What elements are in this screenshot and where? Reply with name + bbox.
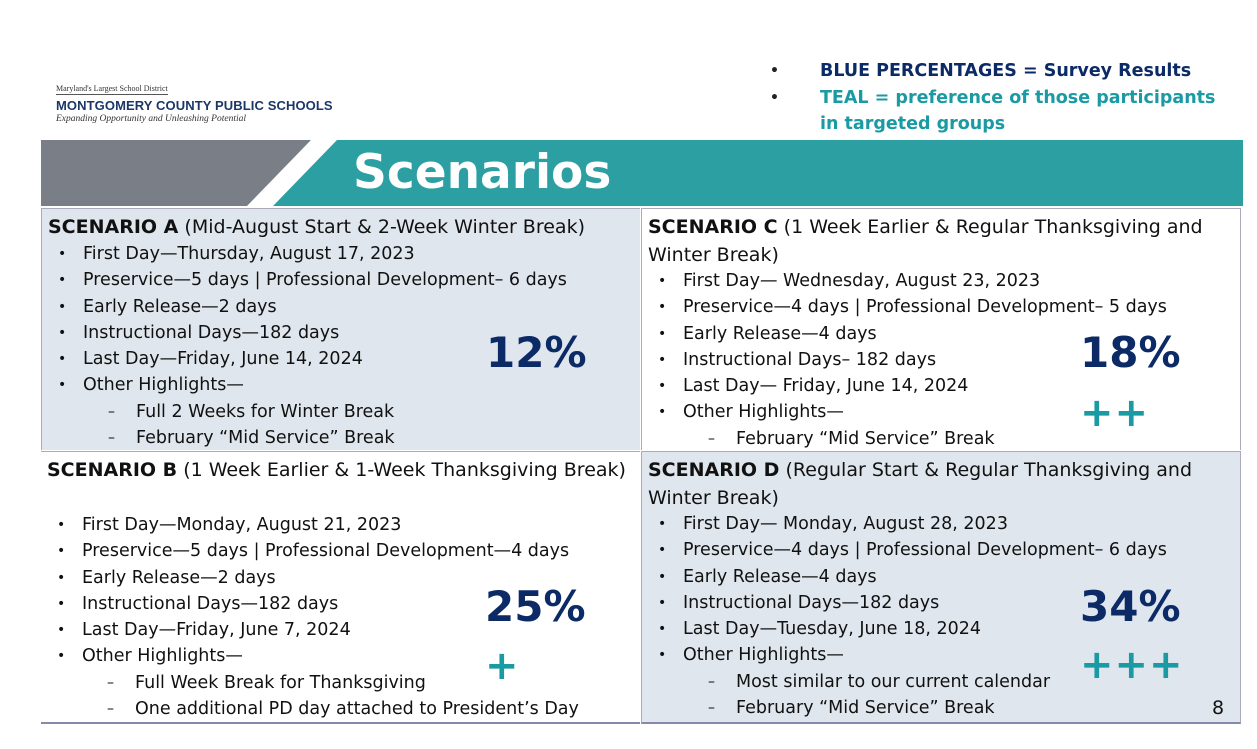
scenario-a-heading	[48, 213, 585, 241]
list-item: • Last Day—Friday, June 14, 2024	[58, 349, 363, 370]
scenario-d-heading	[648, 456, 1238, 512]
list-item: • Preservice—4 days | Professional Development– 6 days	[658, 540, 1167, 561]
list-item: • Other Highlights—	[658, 402, 844, 423]
sub-list-item: – February “Mid Service” Break	[708, 428, 995, 449]
scenario-c-survey-percent: 18%	[1080, 328, 1181, 377]
list-item: • Early Release—4 days	[658, 323, 877, 344]
scenario-c-title: SCENARIO C	[648, 216, 778, 238]
bullet-icon: •	[770, 63, 779, 79]
list-item: • Other Highlights—	[57, 646, 243, 667]
list-item: • Instructional Days– 182 days	[658, 349, 937, 370]
scenario-b-heading	[47, 456, 627, 484]
list-item: • Other Highlights—	[658, 645, 844, 666]
scenario-a-survey-percent: 12%	[486, 328, 587, 377]
scenario-c-subtitle: (1 Week Earlier & Regular Thanksgiving and Winter Break)	[648, 216, 1203, 266]
scenario-b-teal-preference: +	[485, 643, 520, 689]
logo-motto: Expanding Opportunity and Unleashing Potential	[56, 114, 246, 124]
list-item: • Preservice—5 days | Professional Development– 6 days	[58, 270, 567, 291]
scenario-b-survey-percent: 25%	[485, 582, 586, 631]
scenario-a-title: SCENARIO A	[48, 216, 179, 238]
list-item: • Last Day—Tuesday, June 18, 2024	[658, 619, 981, 640]
list-item: • Instructional Days—182 days	[58, 322, 340, 343]
scenario-a-subtitle: (Mid-August Start & 2-Week Winter Break)	[178, 216, 585, 238]
list-item: • Early Release—2 days	[58, 296, 277, 317]
list-item: • First Day—Monday, August 21, 2023	[57, 515, 402, 535]
list-item: • Instructional Days—182 days	[658, 592, 940, 613]
logo-tagline: Maryland's Largest School District	[56, 84, 168, 93]
scenario-b-title: SCENARIO B	[47, 459, 178, 481]
list-item: • Early Release—4 days	[658, 566, 877, 587]
page-title: Scenarios	[353, 145, 612, 200]
sub-list-item: – Full Week Break for Thanksgiving	[107, 672, 426, 693]
scenarios-banner	[41, 140, 1243, 206]
list-item: • Preservice—5 days | Professional Development—4 days	[57, 541, 570, 562]
legend-teal-item	[770, 85, 1250, 138]
mcps-logo	[56, 76, 346, 124]
list-item: • Instructional Days—182 days	[57, 593, 339, 614]
legend-blue-text: BLUE PERCENTAGES = Survey Results	[820, 61, 1192, 81]
scenario-d-panel	[641, 451, 1241, 724]
scenario-c-heading	[648, 213, 1238, 269]
scenario-a-panel	[41, 208, 640, 450]
sub-list-item: – One additional PD day attached to President’s Day	[107, 699, 579, 720]
logo-name: MONTGOMERY COUNTY PUBLIC SCHOOLS	[56, 98, 333, 113]
legend-teal-text-line2: in targeted groups	[820, 114, 1006, 134]
scenario-b-subtitle: (1 Week Earlier & 1-Week Thanksgiving Break)	[177, 459, 626, 481]
legend-blue-item	[770, 58, 1250, 85]
list-item: • First Day—Thursday, August 17, 2023	[58, 244, 415, 264]
list-item: • Preservice—4 days | Professional Development– 5 days	[658, 297, 1167, 318]
sub-list-item: – February “Mid Service” Break	[708, 698, 995, 719]
list-item: • Last Day—Friday, June 7, 2024	[57, 620, 351, 641]
scenario-c-teal-preference: ++	[1080, 390, 1150, 436]
sub-list-item: – Most similar to our current calendar	[708, 671, 1051, 692]
scenario-d-teal-preference: +++	[1080, 642, 1184, 688]
sub-list-item: – February “Mid Service” Break	[108, 428, 395, 449]
list-item: • Other Highlights—	[58, 375, 244, 396]
legend-teal-text-line1: TEAL = preference of those participants	[820, 87, 1216, 108]
list-item: • First Day— Wednesday, August 23, 2023	[658, 271, 1041, 291]
page-number: 8	[1212, 697, 1225, 719]
scenario-b-panel	[41, 451, 640, 724]
sub-list-item: – Full 2 Weeks for Winter Break	[108, 401, 395, 422]
legend	[770, 58, 1250, 138]
list-item: • First Day— Monday, August 28, 2023	[658, 514, 1008, 534]
scenario-c-panel	[641, 208, 1241, 450]
scenario-d-title: SCENARIO D	[648, 459, 780, 481]
banner-background	[41, 140, 1243, 206]
scenario-d-survey-percent: 34%	[1080, 582, 1181, 631]
list-item: • Early Release—2 days	[57, 567, 276, 588]
bullet-icon: •	[770, 89, 779, 106]
list-item: • Last Day— Friday, June 14, 2024	[658, 376, 969, 397]
scenario-d-subtitle: (Regular Start & Regular Thanksgiving and Winter Break)	[648, 459, 1193, 509]
